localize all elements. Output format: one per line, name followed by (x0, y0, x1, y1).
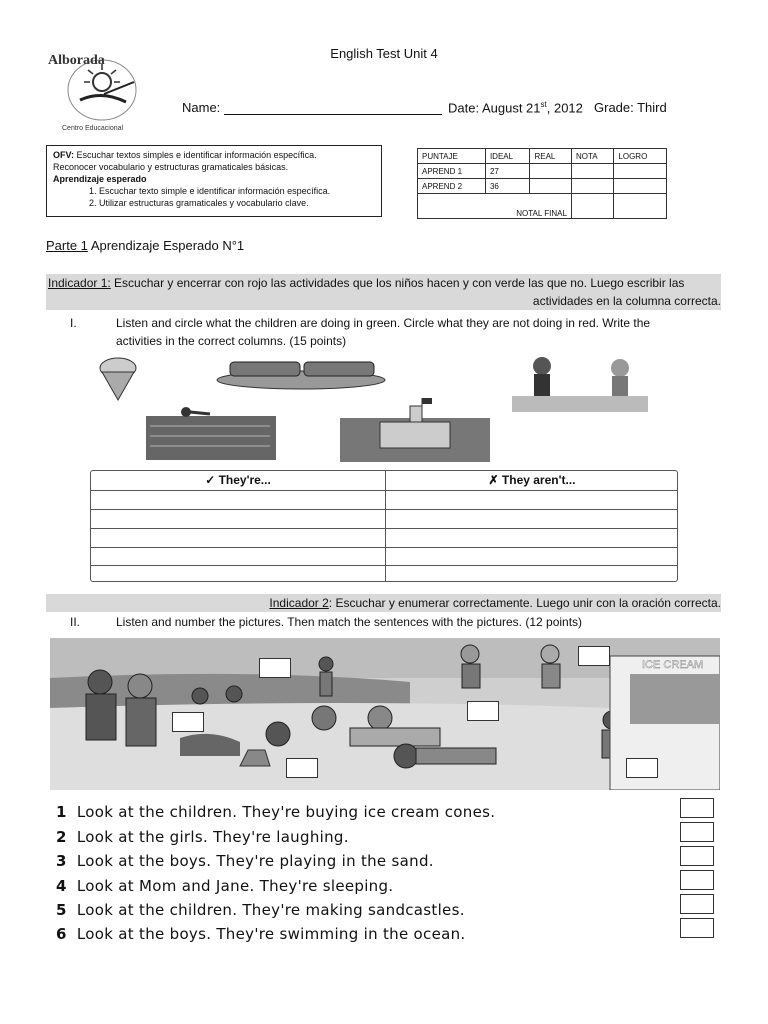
score-cell[interactable] (571, 179, 613, 194)
name-line[interactable] (224, 114, 442, 115)
answer-line[interactable] (91, 509, 677, 510)
picture-number-box[interactable] (172, 712, 204, 732)
grade-label: Grade: Third (594, 100, 667, 115)
ofv-line1: Escuchar textos simples e identificar información específica. (74, 150, 317, 160)
score-cell: APREND 2 (418, 179, 486, 194)
sentence-row: 2 Look at the girls. They're laughing. (56, 828, 349, 846)
ofv-item: 1. Escuchar texto simple e identificar información específica. (99, 185, 375, 197)
score-cell: 27 (485, 164, 530, 179)
exercise-1-number: I. (70, 316, 77, 330)
sentence-answer-box[interactable] (680, 894, 714, 914)
score-cell[interactable] (530, 179, 571, 194)
picture-number-box[interactable] (286, 758, 318, 778)
score-cell[interactable] (614, 194, 667, 219)
sentence-row: 4 Look at Mom and Jane. They're sleeping. (56, 877, 394, 895)
column-they-arent: ✗ They aren't... (488, 473, 576, 487)
answer-grid (90, 470, 678, 582)
splashing-picture[interactable] (512, 352, 648, 417)
exercise-2-number: II. (70, 615, 81, 629)
sentence-answer-box[interactable] (680, 870, 714, 890)
score-header: IDEAL (485, 149, 530, 164)
answer-line[interactable] (91, 565, 677, 566)
ice-cream-sign: ICE CREAM (642, 659, 704, 671)
ofv-box (46, 145, 382, 217)
score-cell[interactable] (571, 194, 613, 219)
logo-letters: Alborada (48, 53, 105, 68)
sandwich-picture[interactable] (216, 356, 386, 395)
ofv-line2: Reconocer vocabulario y estructuras gramaticales básicas. (53, 162, 289, 172)
picture-number-box[interactable] (578, 646, 610, 666)
exercise-1-instructions: Listen and circle what the children are doing in green. Circle what they are not doing in red. Write the activities in the correct columns. (15 points) (116, 316, 651, 348)
picture-number-box[interactable] (626, 758, 658, 778)
sentence-answer-box[interactable] (680, 798, 714, 818)
score-cell[interactable] (571, 164, 613, 179)
date-label: Date: August 21st, 2012 (448, 100, 583, 116)
picture-number-box[interactable] (259, 658, 291, 678)
sentence-answer-box[interactable] (680, 822, 714, 842)
beach-scene (50, 638, 720, 790)
score-header: REAL (530, 149, 571, 164)
sandcastle-picture[interactable] (340, 398, 490, 467)
indicator-2: Indicador 2: Escuchar y enumerar correctamente. Luego unir con la oración correcta. (46, 594, 721, 612)
score-cell[interactable] (614, 179, 667, 194)
score-cell: 36 (485, 179, 530, 194)
sentence-answer-box[interactable] (680, 846, 714, 866)
picture-number-box[interactable] (467, 701, 499, 721)
score-cell[interactable] (530, 164, 571, 179)
score-table (417, 148, 667, 219)
score-cell[interactable] (614, 164, 667, 179)
score-header: NOTA (571, 149, 613, 164)
ice-cream-picture[interactable] (90, 354, 150, 409)
ofv-item: 2. Utilizar estructuras gramaticales y vocabulario clave. (99, 197, 375, 209)
sentence-row: 6 Look at the boys. They're swimming in the ocean. (56, 925, 466, 943)
parte-heading: Parte 1 Aprendizaje Esperado N°1 (46, 238, 245, 253)
ofv-aprendizaje: Aprendizaje esperado (53, 174, 147, 184)
score-cell: APREND 1 (418, 164, 486, 179)
logo-subtitle: Centro Educacional (62, 125, 124, 132)
page-title: English Test Unit 4 (330, 46, 438, 61)
ofv-heading: OFV: (53, 150, 75, 160)
exercise-2-instructions: Listen and number the pictures. Then match the sentences with the pictures. (12 points) (116, 615, 583, 629)
answer-line[interactable] (91, 547, 677, 548)
sentence-row: 1 Look at the children. They're buying ice cream cones. (56, 803, 496, 821)
sentence-row: 3 Look at the boys. They're playing in the sand. (56, 852, 434, 870)
score-header: PUNTAJE (418, 149, 486, 164)
answer-line[interactable] (91, 528, 677, 529)
sentence-row: 5 Look at the children. They're making sandcastles. (56, 901, 465, 919)
indicator-1: Indicador 1: Escuchar y encerrar con rojo las actividades que los niños hacen y con verde las que no. Luego escribir las actividades en la columna correcta. (48, 276, 721, 308)
column-theyre: ✓ They're... (205, 473, 271, 487)
sentence-answer-box[interactable] (680, 918, 714, 938)
score-final-label: NOTAL FINAL (418, 194, 572, 219)
swimming-picture[interactable] (140, 402, 280, 467)
name-label: Name: (182, 100, 221, 115)
score-header: LOGRO (614, 149, 667, 164)
